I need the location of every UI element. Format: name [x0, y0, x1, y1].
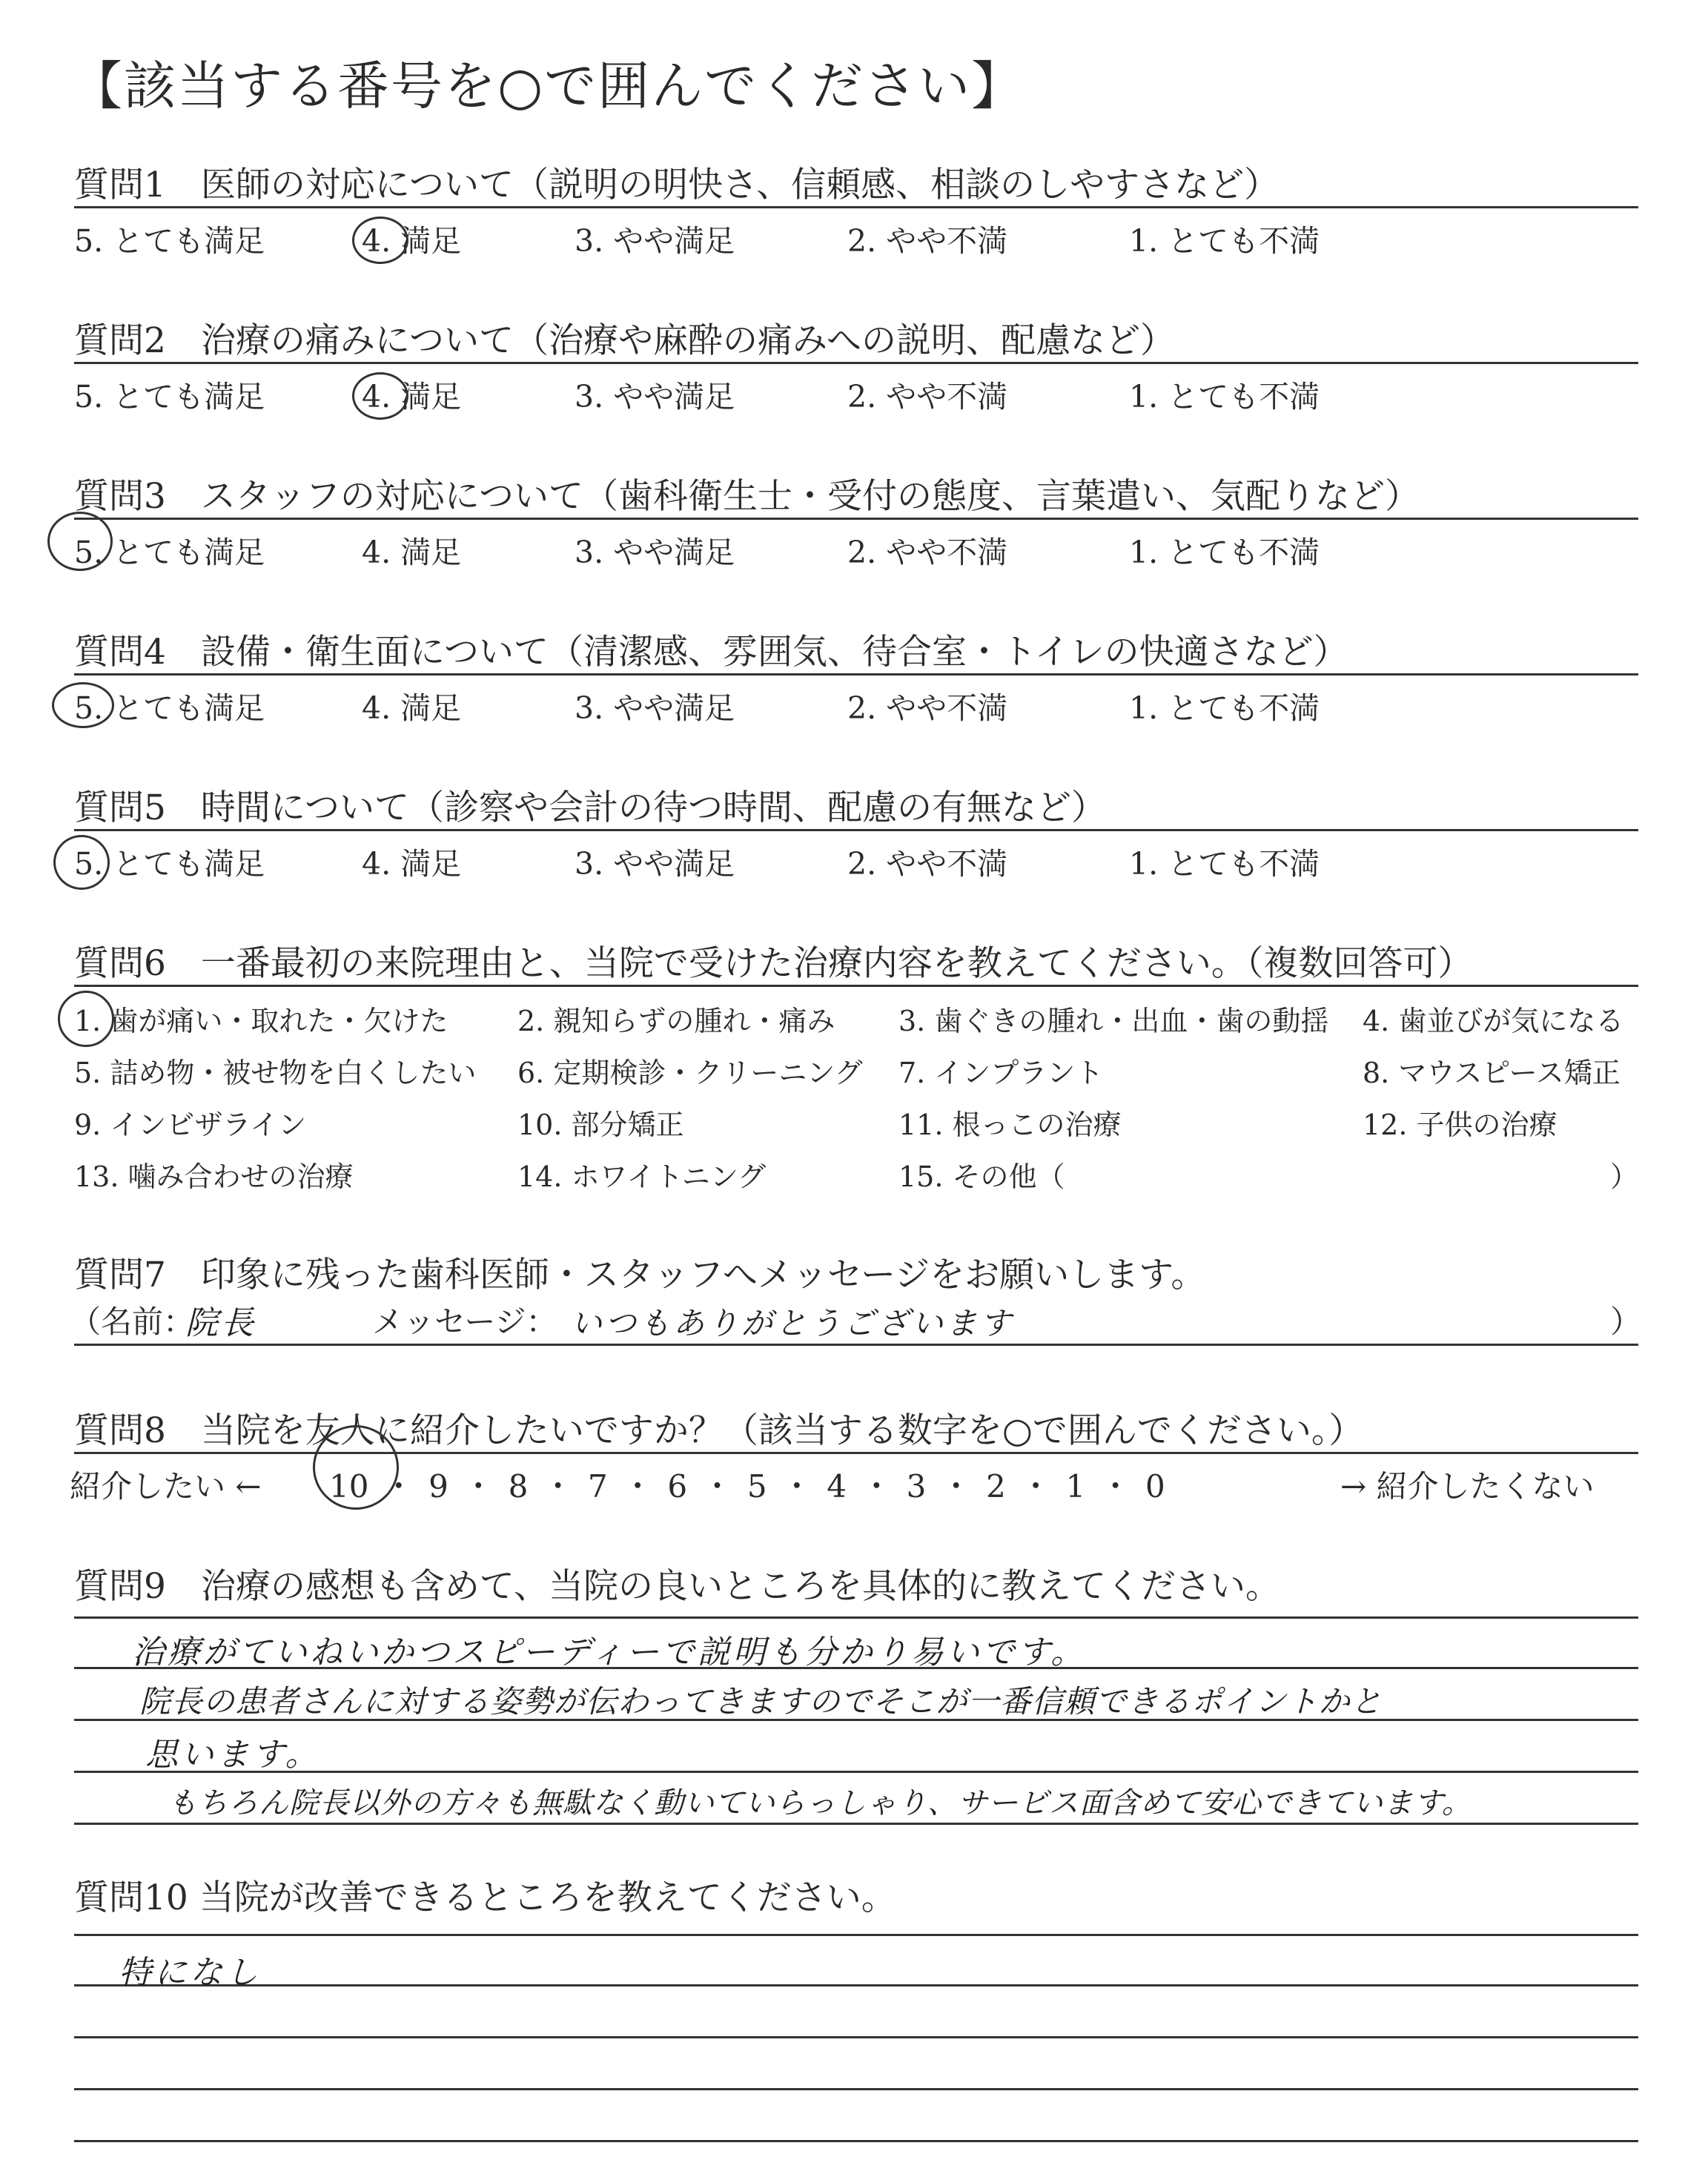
q6-title: 質問6 一番最初の来院理由と、当院で受けた治療内容を教えてください。（複数回答可）: [74, 943, 1473, 984]
q5-option-3[interactable]: 3. やや満足: [575, 846, 735, 882]
q7-close-paren: ）: [1610, 1304, 1642, 1340]
q4-option-4[interactable]: 4. 満足: [362, 690, 462, 726]
q6-option-3[interactable]: 3. 歯ぐきの腫れ・出血・歯の動揺: [898, 1005, 1329, 1037]
q5-option-5[interactable]: 5. とても満足: [74, 846, 265, 882]
q7-rule: [74, 1344, 1638, 1346]
q4-rule: [74, 673, 1638, 676]
q8-right-label: → 紹介したくない: [1340, 1468, 1595, 1505]
q2-rule: [74, 362, 1638, 364]
q9-rule-5: [74, 1823, 1638, 1825]
q6-option-14[interactable]: 14. ホワイトニング: [517, 1160, 767, 1193]
q10-title: 質問10 当院が改善できるところを教えてください。: [74, 1877, 896, 1918]
q8-rule: [74, 1452, 1638, 1454]
q1-option-4[interactable]: 4. 満足: [362, 223, 462, 259]
q8-title: 質問8 当院を友人に紹介したいですか？（該当する数字を○で囲んでください。）: [74, 1410, 1364, 1451]
q1-option-3[interactable]: 3. やや満足: [575, 223, 735, 259]
q10-rule-4: [74, 2088, 1638, 2090]
page-title: 【該当する番号を○で囲んでください】: [70, 56, 1025, 116]
q9-answer-line-1: 治療がていねいかつスピーディーで説明も分かり易いです。: [132, 1634, 1087, 1671]
q10-answer-line-1: 特になし: [119, 1954, 261, 1992]
q10-rule-5: [74, 2140, 1638, 2142]
q7-name-label: （名前：: [70, 1304, 195, 1340]
q6-option-4[interactable]: 4. 歯並びが気になる: [1363, 1005, 1624, 1037]
q2-option-1[interactable]: 1. とても不満: [1129, 379, 1320, 415]
q4-selection-circle: [52, 682, 114, 728]
q4-option-5[interactable]: 5. とても満足: [74, 690, 265, 726]
q3-option-1[interactable]: 1. とても不満: [1129, 535, 1320, 570]
q6-option-10[interactable]: 10. 部分矯正: [517, 1109, 684, 1141]
q2-option-3[interactable]: 3. やや満足: [575, 379, 735, 415]
q7-message-label: メッセージ：: [372, 1304, 557, 1340]
q4-title: 質問4 設備・衛生面について（清潔感、雰囲気、待合室・トイレの快適さなど）: [74, 632, 1348, 673]
q6-option-9[interactable]: 9. インビザライン: [74, 1109, 307, 1141]
q3-option-5[interactable]: 5. とても満足: [74, 535, 265, 570]
q10-rule-1: [74, 1934, 1638, 1936]
q1-option-5[interactable]: 5. とても満足: [74, 223, 265, 259]
q2-selection-circle: [352, 372, 408, 420]
q6-option-7[interactable]: 7. インプラント: [898, 1057, 1104, 1089]
q6-option-1[interactable]: 1. 歯が痛い・取れた・欠けた: [74, 1005, 448, 1037]
q9-title: 質問9 治療の感想も含めて、当院の良いところを具体的に教えてください。: [74, 1566, 1280, 1607]
q5-option-4[interactable]: 4. 満足: [362, 846, 462, 882]
q1-title: 質問1 医師の対応について（説明の明快さ、信頼感、相談のしやすさなど）: [74, 165, 1280, 205]
q6-option-15[interactable]: 15. その他（: [898, 1160, 1065, 1193]
q5-rule: [74, 829, 1638, 831]
q3-option-4[interactable]: 4. 満足: [362, 535, 462, 570]
q10-rule-2: [74, 1984, 1638, 1986]
q6-close-paren: ）: [1610, 1160, 1639, 1193]
q8-left-label: 紹介したい ←: [70, 1468, 262, 1505]
q1-option-2[interactable]: 2. やや不満: [847, 223, 1008, 259]
q2-title: 質問2 治療の痛みについて（治療や麻酔の痛みへの説明、配慮など）: [74, 320, 1176, 361]
q7-message-value[interactable]: いつもありがとうございます: [571, 1305, 1015, 1341]
q8-selection-circle: [313, 1425, 399, 1510]
q9-answer-line-3: 思います。: [145, 1736, 321, 1774]
q3-title: 質問3 スタッフの対応について（歯科衛生士・受付の態度、言葉遣い、気配りなど）: [74, 476, 1420, 517]
q6-option-5[interactable]: 5. 詰め物・被せ物を白くしたい: [74, 1057, 477, 1089]
q2-option-4[interactable]: 4. 満足: [362, 379, 462, 415]
q8-scale[interactable]: 10 ・ 9 ・ 8 ・ 7 ・ 6 ・ 5 ・ 4 ・ 3 ・ 2 ・ 1 ・ 0: [329, 1468, 1165, 1505]
q1-rule: [74, 206, 1638, 208]
q6-rule: [74, 985, 1638, 987]
q7-name-value[interactable]: 院長: [185, 1304, 256, 1342]
q5-option-2[interactable]: 2. やや不満: [847, 846, 1008, 882]
q3-rule: [74, 518, 1638, 520]
q6-option-2[interactable]: 2. 親知らずの腫れ・痛み: [517, 1005, 835, 1037]
q6-option-6[interactable]: 6. 定期検診・クリーニング: [517, 1057, 863, 1089]
q3-option-3[interactable]: 3. やや満足: [575, 535, 735, 570]
q4-option-2[interactable]: 2. やや不満: [847, 690, 1008, 726]
q6-selection-circle: [58, 991, 114, 1047]
q5-selection-circle: [53, 835, 110, 890]
q1-option-1[interactable]: 1. とても不満: [1129, 223, 1320, 259]
q5-option-1[interactable]: 1. とても不満: [1129, 846, 1320, 882]
q6-option-12[interactable]: 12. 子供の治療: [1363, 1109, 1558, 1141]
q6-option-11[interactable]: 11. 根っこの治療: [898, 1109, 1122, 1141]
q9-answer-line-4: もちろん院長以外の方々も無駄なく動いていらっしゃり、サービス面含めて安心できています。: [168, 1786, 1472, 1820]
q3-selection-circle: [47, 512, 113, 571]
q4-option-1[interactable]: 1. とても不満: [1129, 690, 1320, 726]
q4-option-3[interactable]: 3. やや満足: [575, 690, 735, 726]
q5-title: 質問5 時間について（診察や会計の待つ時間、配慮の有無など）: [74, 787, 1106, 828]
q10-rule-3: [74, 2036, 1638, 2038]
q3-option-2[interactable]: 2. やや不満: [847, 535, 1008, 570]
q9-rule-1: [74, 1616, 1638, 1619]
q6-option-8[interactable]: 8. マウスピース矯正: [1363, 1057, 1621, 1089]
q2-option-2[interactable]: 2. やや不満: [847, 379, 1008, 415]
q7-title: 質問7 印象に残った歯科医師・スタッフへメッセージをお願いします。: [74, 1255, 1206, 1295]
q6-option-13[interactable]: 13. 噛み合わせの治療: [74, 1160, 354, 1193]
q1-selection-circle: [352, 217, 408, 264]
q9-answer-line-2: 院長の患者さんに対する姿勢が伝わってきますのでそこが一番信頼できるポイントかと: [139, 1683, 1383, 1720]
q2-option-5[interactable]: 5. とても満足: [74, 379, 265, 415]
